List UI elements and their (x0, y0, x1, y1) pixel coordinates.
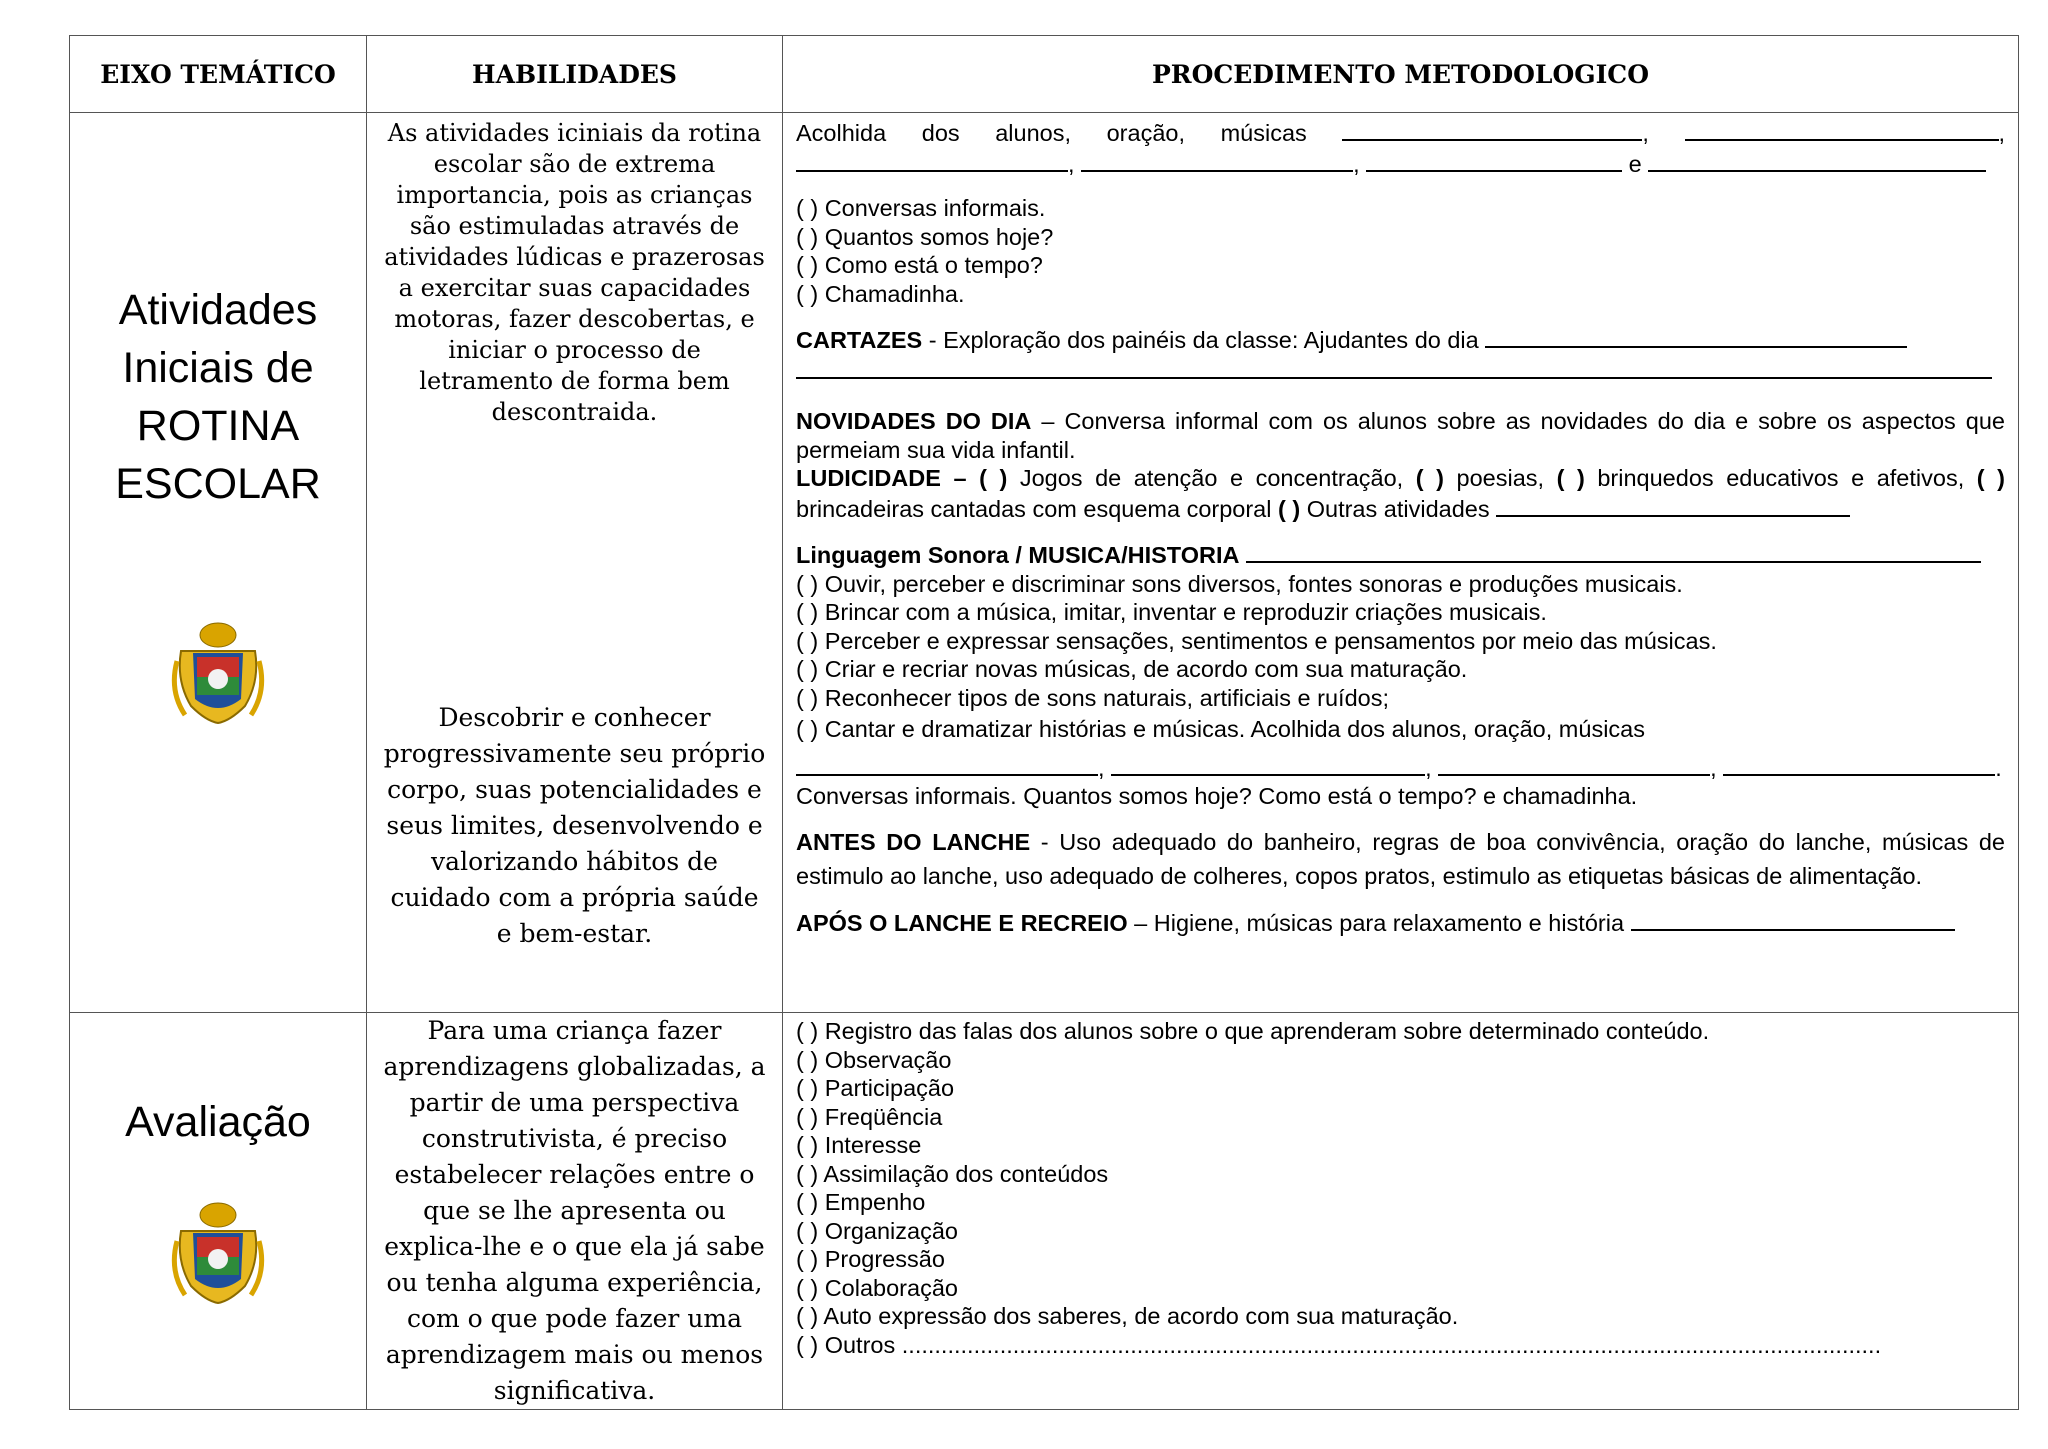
eixo-avaliacao-cell (70, 1013, 367, 1410)
check-item[interactable]: ( ) Colaboração (796, 1274, 958, 1301)
check-item[interactable]: ( ) Registro das falas dos alunos sobre o que aprenderam sobre determinado conteúdo. (796, 1018, 1710, 1044)
check-item[interactable]: ( ) Outros ...................................................................................................................................................... (796, 1331, 1882, 1358)
check-item[interactable]: ( ) Conversas informais. (796, 195, 1046, 221)
blank-field[interactable] (1685, 117, 1999, 141)
acolhida-line-2: , , e (796, 148, 2005, 179)
check-item[interactable]: ( ) Criar e recriar novas músicas, de acordo com sua maturação. (796, 656, 1468, 682)
eixo-line-1: Atividades (118, 286, 318, 334)
blank-field[interactable] (1631, 907, 1955, 931)
check-item[interactable]: ( ) Chamadinha. (796, 280, 965, 307)
lesson-plan-table (69, 35, 2019, 1410)
check-item[interactable]: ( ) Interesse (796, 1132, 922, 1158)
acolhida-line: Acolhida dos alunos, oração, músicas , , (796, 117, 2005, 148)
novidades-text: NOVIDADES DO DIA – Conversa informal com os alunos sobre as novidades do dia e sobre os aspectos que permeiam sua vida infantil. (796, 408, 2005, 463)
check-item[interactable]: ( ) Como está o tempo? (796, 252, 1043, 278)
apos-lanche-line: APÓS O LANCHE E RECREIO – Higiene, músicas para relaxamento e história (796, 907, 2005, 938)
check-item[interactable]: ( ) Ouvir, perceber e discriminar sons diversos, fontes sonoras e produções musicais. (796, 570, 1683, 597)
blank-field[interactable] (1648, 148, 1986, 172)
blank-field[interactable] (1485, 324, 1907, 348)
check-item[interactable]: ( ) Reconhecer tipos de sons naturais, artificiais e ruídos; (796, 684, 1389, 711)
eixo-line-2: Iniciais de (122, 344, 314, 392)
check-item[interactable]: ( ) Auto expressão dos saberes, de acordo com sua maturação. (796, 1303, 1459, 1329)
check-item[interactable]: ( ) Cantar e dramatizar histórias e músicas. Acolhida dos alunos, oração, músicas (796, 716, 1645, 742)
blank-field[interactable] (1111, 752, 1425, 776)
blank-field[interactable] (1342, 117, 1642, 141)
check-item[interactable]: ( ) Organização (796, 1217, 958, 1244)
check-item[interactable]: ( ) Quantos somos hoje? (796, 223, 1054, 250)
blank-field[interactable] (1081, 148, 1353, 172)
cartazes-line: CARTAZES - Exploração dos painéis da classe: Ajudantes do dia (796, 324, 2005, 355)
blank-field[interactable] (1496, 493, 1850, 517)
check-item[interactable]: ( ) Observação (796, 1046, 952, 1073)
antes-lanche-text: ANTES DO LANCHE - Uso adequado do banheiro, regras de boa convivência, oração do lanche, músicas de estimulo ao lanche, uso adequado de colheres, copos pratos, estimulo as etiquetas básicas de alimentação. (796, 828, 2005, 889)
eixo-avaliacao: Avaliação (125, 1098, 311, 1146)
linguagem-line: Linguagem Sonora / MUSICA/HISTORIA (796, 539, 2005, 570)
blank-field[interactable] (796, 752, 1098, 776)
blank-field[interactable] (1723, 752, 1995, 776)
blank-field[interactable] (1438, 752, 1710, 776)
check-item[interactable]: ( ) Assimilação dos conteúdos (796, 1160, 1109, 1187)
row-avaliacao (70, 1013, 2019, 1410)
header-habilidades: HABILIDADES (367, 36, 783, 113)
check-item[interactable]: ( ) Progressão (796, 1246, 945, 1272)
row-rotina (70, 113, 2019, 1013)
coat-of-arms-icon (171, 621, 265, 725)
blank-field[interactable] (1366, 148, 1622, 172)
blank-field[interactable] (1246, 539, 1981, 563)
eixo-rotina-cell (70, 113, 367, 1013)
ludicidade-text: LUDICIDADE – ( ) Jogos de atenção e concentração, ( ) poesias, ( ) brinquedos educativos e afetivos, ( ) brincadeiras cantadas com esquema corporal ( ) Outras atividades (796, 465, 2005, 522)
blank-field[interactable] (796, 355, 1992, 379)
check-item[interactable]: ( ) Freqüência (796, 1103, 943, 1130)
music-blanks-line: , , , . (796, 752, 2005, 783)
header-row (70, 36, 2019, 113)
habilidade-text-2: Descobrir e conhecer progressivamente seu próprio corpo, suas potencialidades e seus limites, desenvolvendo e valorizando hábitos de cuidado com a própria saúde e bem-estar. (383, 703, 766, 948)
habilidades-rotina-cell (367, 113, 783, 1013)
header-procedimento: PROCEDIMENTO METODOLOGICO (783, 36, 2019, 113)
procedimento-rotina-cell (783, 113, 2019, 1013)
habilidade-text-1: As atividades iciniais da rotina escolar são de extrema importancia, pois as crianças são estimuladas através de atividades lúdicas e prazerosas a exercitar suas capacidades motoras, fazer descobertas, e iniciar o processo de letramento de forma bem descontraida. (384, 119, 765, 426)
habilidades-avaliacao-cell (367, 1013, 783, 1410)
habilidade-avaliacao-text: Para uma criança fazer aprendizagens globalizadas, a partir de uma perspectiva construtivista, é preciso estabelecer relações entre o que se lhe apresenta ou explica-lhe e o que ela já sabe ou tenha alguma experiência, com o que pode fazer uma aprendizagem mais ou menos significativa. (383, 1016, 766, 1405)
check-item[interactable]: ( ) Participação (796, 1075, 955, 1101)
conversas-line: Conversas informais. Quantos somos hoje? Como está o tempo? e chamadinha. (796, 783, 1638, 809)
check-item[interactable]: ( ) Perceber e expressar sensações, sentimentos e pensamentos por meio das músicas. (796, 627, 1717, 654)
header-eixo: EIXO TEMÁTICO (70, 36, 367, 113)
check-item[interactable]: ( ) Brincar com a música, imitar, inventar e reproduzir criações musicais. (796, 599, 1547, 625)
check-item[interactable]: ( ) Empenho (796, 1189, 926, 1215)
cartazes-line-2 (796, 355, 2005, 386)
eixo-line-3: ROTINA (136, 402, 300, 450)
coat-of-arms-icon (171, 1201, 265, 1305)
eixo-line-4: ESCOLAR (115, 460, 321, 508)
blank-field[interactable] (796, 148, 1068, 172)
procedimento-avaliacao-cell (783, 1013, 2019, 1410)
